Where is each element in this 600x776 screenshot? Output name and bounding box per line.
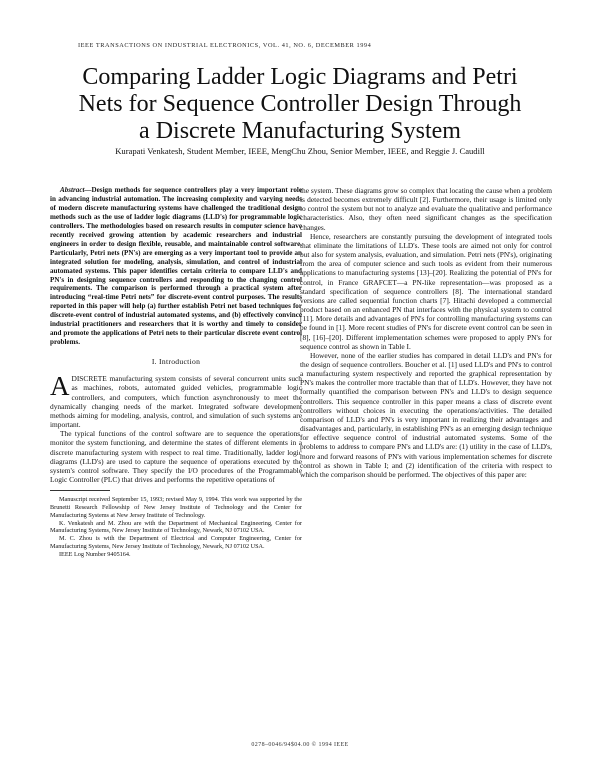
footnote-rule (50, 490, 110, 491)
title-line: Nets for Sequence Controller Design Through (78, 91, 522, 117)
body-paragraph: However, none of the earlier studies has compared in detail LLD's and PN's for the design of sequence controllers. Boucher et al. [1] used LLD's and PN's to control a manufacturing system respectively and reported the graphical representation by PN's makes the controller more tractable than that of LLD's. However, they have not formally quantified the comparison between PN's and LLD's to design sequence controllers. This sequence controller in this paper means a class of discrete event controllers without choices in executing the operations/activities. The detailed comparison of LLD's and PN's is very important in realizing their advantages and disadvantages and, particularly, in establishing PN's as an emerging design technique for effective sequence control of industrial automated systems. Some of the problems to address to compare PN's and LLD's are: (1) utility in the case of LLD's, more and forward reasons of PN's with various implementation schemes for discrete control as shown in Table I; and (2) identification of the criteria with respect to which the comparison should be performed. The objectives of this paper are: (300, 350, 552, 479)
footnote: Manuscript received September 15, 1993; revised May 9, 1994. This work was supported by the Brunetti Research Fellowship of New Jersey Institute of Technology and the Center for Manufacturing Systems at New Jersey Institute of Technology. (50, 496, 302, 519)
title-line: a Discrete Manufacturing System (139, 118, 461, 144)
footnote: K. Venkatesh and M. Zhou are with the Department of Mechanical Engineering, Center for Manufacturing Systems, New Jersey Institute of Technology, Newark, NJ 07102 USA. (50, 519, 302, 535)
author-list: Kurapati Venkatesh, Student Member, IEEE, MengChu Zhou, Senior Member, IEEE, and Reggie J. Caudill (115, 146, 485, 156)
abstract-text: Design methods for sequence controllers play a very important role in advancing industrial automation. The increasing complexity and varying needs of modern discrete manufacturing systems have challenged the traditional design methods such as the use of ladder logic diagrams (LLD's) for programmable logic controllers. The methodologies based on research results in computer science have recently received growing attention by academic researchers and industrial engineers in order to design flexible, reusable, and maintainable control software. Particularly, Petri nets (PN's) are emerging as a very important tool to provide an integrated solution for modeling, analysis, simulation, and control of industrial automated systems. This paper identifies certain criteria to compare LLD's and PN's in designing sequence controllers and responding to the changing control requirements. The comparison is performed through a practical system after introducing “real-time Petri nets” for discrete-event control purposes. The results reported in this paper will help (a) further establish Petri net based techniques for discrete-event control of industrial automated systems, and (b) effectively convince industrial practitioners and researchers that it is worthy and timely to consider and promote the applications of Petri nets to their particular discrete event control problems. (50, 186, 302, 347)
intro-paragraph: The typical functions of the control software are to sequence the operations, monitor the system functioning, and determine the states of different elements in a discrete manufacturing system with respect to real time. Traditionally, ladder logic diagrams (LLD's) are used to capture the sequence of operations executed by the system's control software. They specify the I/O procedures of the Programmable Logic Controller (PLC) that drives and performs the repetitive operations of (50, 429, 302, 485)
footnote: M. C. Zhou is with the Department of Electrical and Computer Engineering, Center for Manufacturing Systems, New Jersey Institute of Technology, Newark, NJ 07102 USA. (50, 535, 302, 550)
body-paragraph: Hence, researchers are constantly pursuing the development of integrated tools that eliminate the limitations of LLD's. These tools are aimed not only for control but also for system analysis, evaluation, and simulation. Petri nets (PN's), originating from the area of computer science and such tools as evident from their numerous applications to manufacturing systems [13]–[20]. Realizing the potential of PN's for control, in France GRAFCET—a PN-like representation—was proposed as a standard specification of sequence controllers [8]. The international standard versions are called sequential function charts [7]. Hitachi developed a commercial product based on an enhanced PN that interfaces with the physical system to control [11]. More details and advantages of PN's for controlling manufacturing systems can be found in [1]. More recent studies of PN's for discrete event control can be seen in [8], [16]–[20]. Different implementation schemes were proposed to apply PN's for sequence control as shown in Table I. (300, 231, 552, 351)
abstract-lead: Abstract— (60, 186, 92, 194)
left-column (50, 186, 302, 559)
intro-paragraph-text: DISCRETE manufacturing system consists of several concurrent units such as machines, robots, automated guided vehicles, programmable logic controllers, and computers, which function asynchronously to meet the dynamically changing needs of the market. Integrated software development methods aiming for modeling, analysis, control, and simulation of such systems are important. (50, 374, 302, 430)
footnotes (50, 496, 302, 558)
abstract (50, 186, 302, 347)
footnote: IEEE Log Number 9405164. (59, 550, 131, 558)
intro-paragraph (50, 371, 302, 430)
drop-cap: A (50, 371, 70, 402)
running-head: IEEE TRANSACTIONS ON INDUSTRIAL ELECTRONICS, VOL. 41, NO. 6, DECEMBER 1994 (78, 42, 372, 49)
section-heading: I. Introduction (151, 357, 201, 367)
body-paragraph: the system. These diagrams grow so complex that locating the cause when a problem is detected becomes extremely difficult [2]. Furthermore, their usage is limited only to control the system but not to analyze and evaluate the qualitative and performance characteristics. Also, they often need significant changes as the specification changes. (300, 186, 552, 232)
paper-title (70, 64, 530, 145)
title-line: Comparing Ladder Logic Diagrams and Petri (82, 64, 518, 90)
right-column (300, 186, 552, 479)
copyright-line: 0278–0046/94$04.00 © 1994 IEEE (251, 742, 349, 748)
